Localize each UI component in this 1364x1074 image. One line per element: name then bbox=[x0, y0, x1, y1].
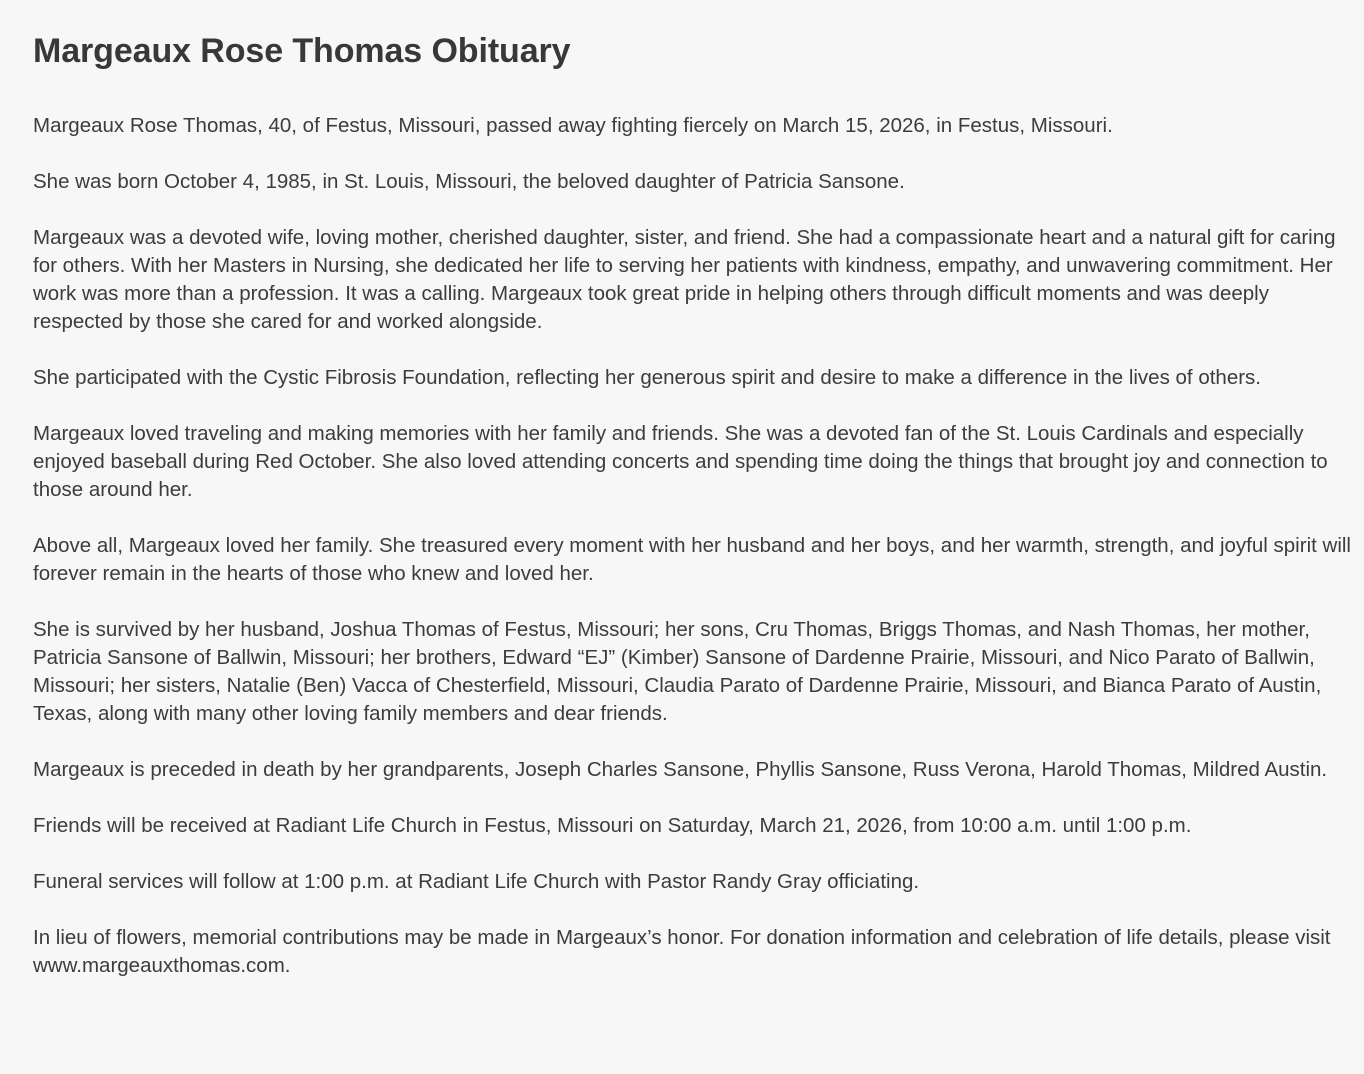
paragraph-charity: She participated with the Cystic Fibrosis Foundation, reflecting her generous spirit and desire to make a difference in the lives of others. bbox=[33, 366, 1261, 389]
paragraph-family-love: Above all, Margeaux loved her family. She treasured every moment with her husband and her boys, and her warmth, strength, and joyful spirit will forever remain in the hearts of those who knew and loved her. bbox=[33, 534, 1351, 585]
paragraph-interests: Margeaux loved traveling and making memories with her family and friends. She was a devoted fan of the St. Louis Cardinals and especially enjoyed baseball during Red October. She also loved attending concerts and spending time doing the things that brought joy and connection to those around her. bbox=[33, 422, 1328, 501]
paragraph-survivors: She is survived by her husband, Joshua Thomas of Festus, Missouri; her sons, Cru Thomas, Briggs Thomas, and Nash Thomas, her mother, Patricia Sansone of Ballwin, Missouri; her brothers, Edward “EJ” (Kimber) Sansone of Dardenne Prairie, Missouri, and Nico Parato of Ballwin, Missouri; her sisters, Natalie (Ben) Vacca of Chesterfield, Missouri, Claudia Parato of Dardenne Prairie, Missouri, and Bianca Parato of Austin, Texas, along with many other loving family members and dear friends. bbox=[33, 618, 1322, 725]
paragraph-death-notice: Margeaux Rose Thomas, 40, of Festus, Missouri, passed away fighting fiercely on March 15, 2026, in Festus, Missouri. bbox=[33, 114, 1113, 137]
paragraph-birth: She was born October 4, 1985, in St. Louis, Missouri, the beloved daughter of Patricia Sansone. bbox=[33, 170, 905, 193]
obituary-page bbox=[33, 0, 1358, 1008]
paragraph-visitation: Friends will be received at Radiant Life Church in Festus, Missouri on Saturday, March 21, 2026, from 10:00 a.m. until 1:00 p.m. bbox=[33, 814, 1192, 837]
paragraph-memorial: In lieu of flowers, memorial contributions may be made in Margeaux’s honor. For donation information and celebration of life details, please visit www.margeauxthomas.com. bbox=[33, 926, 1331, 977]
page-title: Margeaux Rose Thomas Obituary bbox=[33, 32, 571, 70]
paragraph-career: Margeaux was a devoted wife, loving mother, cherished daughter, sister, and friend. She had a compassionate heart and a natural gift for caring for others. With her Masters in Nursing, she dedicated her life to serving her patients with kindness, empathy, and unwavering commitment. Her work was more than a profession. It was a calling. Margeaux took great pride in helping others through difficult moments and was deeply respected by those she cared for and worked alongside. bbox=[33, 226, 1336, 333]
obituary-body bbox=[33, 112, 1358, 980]
paragraph-funeral: Funeral services will follow at 1:00 p.m. at Radiant Life Church with Pastor Randy Gray officiating. bbox=[33, 870, 920, 893]
paragraph-preceded: Margeaux is preceded in death by her grandparents, Joseph Charles Sansone, Phyllis Sansone, Russ Verona, Harold Thomas, Mildred Austin. bbox=[33, 758, 1328, 781]
